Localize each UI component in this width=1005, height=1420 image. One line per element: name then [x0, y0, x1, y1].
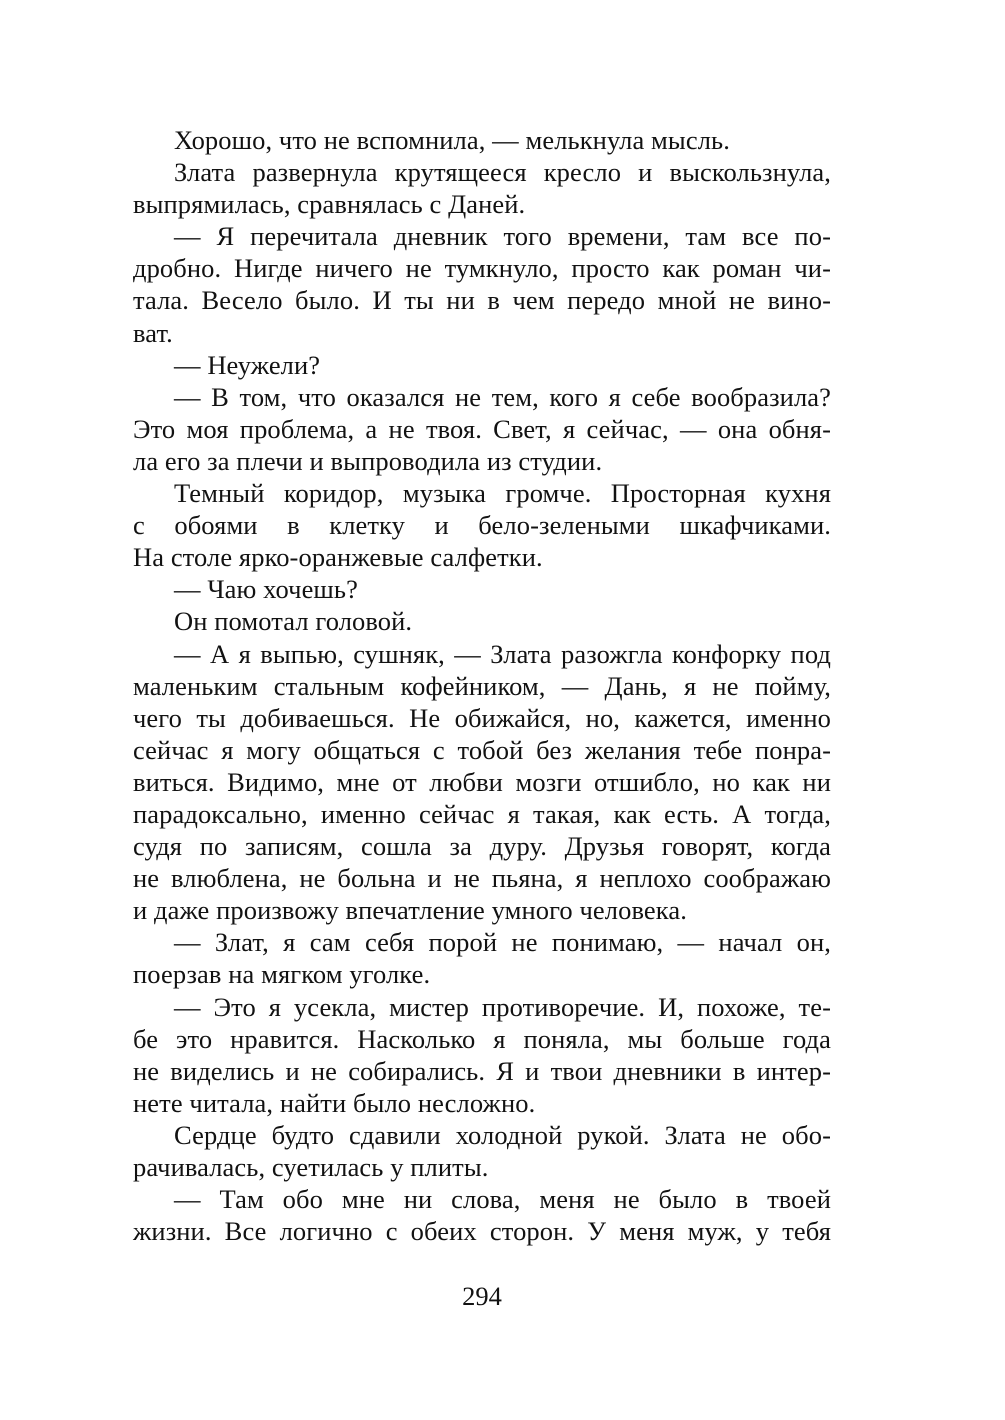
text-line: поерзав на мягком уголке. — [133, 959, 431, 990]
paragraph — [133, 926, 831, 990]
text-line: жизни. Все логично с обеих сторон. У меня муж, у тебя — [133, 1216, 831, 1247]
text-line: бе это нравится. Насколько я поняла, мы больше года — [133, 1023, 831, 1054]
text-line: не виделись и не собирались. Я и твои дневники в интер- — [133, 1055, 831, 1086]
text-line: с обоями в клетку и бело-зелеными шкафчиками. — [133, 510, 831, 541]
text-line: Сердце будто сдавили холодной рукой. Злата не обо- — [174, 1119, 831, 1150]
page-number: 294 — [462, 1281, 502, 1311]
text-line: парадоксально, именно сейчас я такая, как есть. А тогда, — [133, 798, 831, 829]
text-line: — А я выпью, сушняк, — Злата разожгла конфорку под — [174, 638, 831, 669]
paragraph — [133, 477, 831, 573]
text-line: Это моя проблема, а не твоя. Свет, я сейчас, — она обня- — [133, 413, 831, 444]
page-text — [133, 124, 831, 1247]
paragraph — [133, 573, 831, 605]
paragraph — [133, 124, 831, 156]
text-line: выпрямилась, сравнялась с Даней. — [133, 189, 526, 220]
paragraph — [133, 638, 831, 927]
text-line: рачивалась, суетилась у плиты. — [133, 1152, 489, 1182]
text-line: — Неужели? — [174, 349, 321, 380]
text-line: виться. Видимо, мне от любви мозги отшибло, но как ни — [133, 766, 831, 797]
paragraph — [133, 156, 831, 220]
paragraph — [133, 381, 831, 477]
paragraph — [133, 220, 831, 348]
text-line: не влюблена, не больна и не пьяна, я неплохо соображаю — [133, 863, 831, 894]
text-line: Он помотал головой. — [174, 606, 413, 637]
text-line: На столе ярко-оранжевые салфетки. — [133, 542, 543, 573]
text-line: — Чаю хочешь? — [174, 574, 358, 605]
text-line: нете читала, найти было несложно. — [133, 1087, 536, 1118]
text-line: Хорошо, что не вспомнила, — мелькнула мысль. — [174, 125, 730, 155]
paragraph — [133, 1183, 831, 1247]
paragraph — [133, 605, 831, 637]
text-line: — Это я усекла, мистер противоречие. И, похоже, те- — [174, 991, 831, 1022]
text-line: тала. Весело было. И ты ни в чем передо мной не вино- — [133, 285, 831, 316]
text-line: ват. — [133, 317, 173, 348]
paragraph — [133, 349, 831, 381]
text-line: дробно. Нигде ничего не тумкнуло, просто как роман чи- — [133, 253, 831, 284]
text-line: — Там обо мне ни слова, меня не было в твоей — [174, 1184, 831, 1215]
text-line: судя по записям, сошла за дуру. Друзья говорят, когда — [133, 831, 831, 862]
text-line: — Я перечитала дневник того времени, там все по- — [174, 221, 831, 252]
text-line: ла его за плечи и выпроводила из студии. — [133, 445, 603, 476]
text-line: — В том, что оказался не тем, кого я себе вообразила? — [174, 381, 831, 412]
paragraph — [133, 991, 831, 1119]
text-line: маленьким стальным кофейником, — Дань, я не пойму, — [133, 670, 831, 701]
text-line: Темный коридор, музыка громче. Просторная кухня — [174, 478, 831, 509]
text-line: и даже произвожу впечатление умного человека. — [133, 895, 687, 926]
text-line: — Злат, я сам себя порой не понимаю, — начал он, — [174, 927, 831, 958]
text-line: Злата развернула крутящееся кресло и выскользнула, — [174, 157, 831, 188]
text-line: чего ты добиваешься. Не обижайся, но, кажется, именно — [133, 702, 831, 733]
paragraph — [133, 1119, 831, 1183]
text-line: сейчас я могу общаться с тобой без желания тебе понра- — [133, 734, 831, 765]
